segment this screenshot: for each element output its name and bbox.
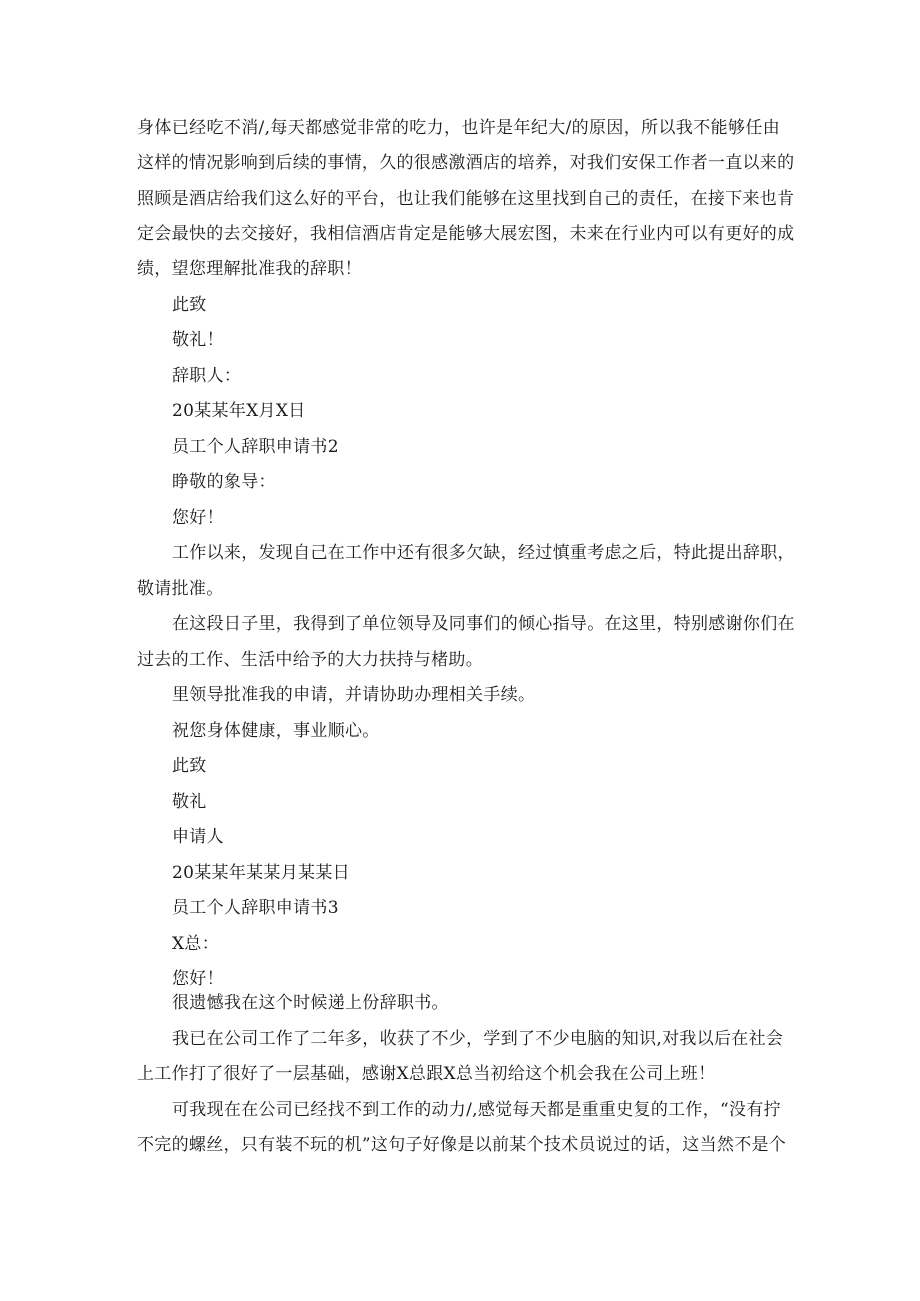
- greeting: 您好！: [172, 508, 224, 528]
- closing-line: 敬礼: [172, 792, 207, 812]
- section-title: 员工个人辞职申请书2: [172, 437, 339, 457]
- date-line: 20某某年X月X日: [172, 401, 306, 421]
- paragraph-line: 身体已经吃不消/,每天都感觉非常的吃力，也许是年纪大/的原因，所以我不能够任由: [137, 118, 780, 138]
- closing-line: 敬礼！: [172, 330, 224, 350]
- date-line: 20某某年某某月某某日: [172, 863, 350, 883]
- paragraph-line: 绩，望您理解批准我的辞职！: [137, 259, 362, 279]
- salutation: X总：: [172, 934, 220, 954]
- paragraph-line: 照顾是酒店给我们这么好的平台，也让我们能够在这里找到自己的责任，在接下来也肯: [137, 189, 795, 209]
- paragraph-line: 这样的情况影响到后续的事情，久的很感激酒店的培养，对我们安保工作者一直以来的: [137, 153, 795, 173]
- paragraph-line: 祝您身体健康，事业顺心。: [172, 721, 380, 741]
- paragraph-line: 可我现在在公司已经找不到工作的动力/,感觉每天都是重重史复的工作，“没有拧: [172, 1100, 781, 1120]
- greeting: 您好！: [172, 969, 224, 989]
- paragraph-line: 过去的工作、生活中给予的大力扶持与楮助。: [137, 650, 483, 670]
- paragraph-line: 定会最快的去交接好，我相信酒店肯定是能够大展宏图，未来在行业内可以有更好的成: [137, 224, 795, 244]
- paragraph-line: 很遗憾我在这个时候递上份辞职书。: [172, 993, 449, 1013]
- salutation: 睁敬的象导：: [172, 472, 276, 492]
- signature-label: 申请人: [172, 827, 224, 847]
- closing-line: 此致: [172, 295, 207, 315]
- signature-label: 辞职人：: [172, 366, 242, 386]
- paragraph-line: 里领导批准我的申请，并请协助办理相关手续。: [172, 685, 536, 705]
- paragraph-line: 不完的螺丝，只有装不玩的机”这句子好像是以前某个技术员说过的话，这当然不是个: [137, 1135, 787, 1155]
- paragraph-line: 工作以来，发现自己在工作中还有很多欠缺，经过慎重考虑之后，特此提出辞职，: [172, 543, 795, 563]
- paragraph-line: 敬请批准。: [137, 579, 224, 599]
- paragraph-line: 在这段日子里，我得到了单位领导及同事们的倾心指导。在这里，特别感谢你们在: [172, 614, 795, 634]
- section-title: 员工个人辞职申请书3: [172, 898, 339, 918]
- paragraph-line: 上工作打了很好了一层基础，感谢X总跟X总当初给这个机会我在公司上班！: [137, 1064, 716, 1084]
- closing-line: 此致: [172, 756, 207, 776]
- paragraph-line: 我已在公司工作了二年多，收获了不少，学到了不少电脑的知识,对我以后在社会: [172, 1029, 784, 1049]
